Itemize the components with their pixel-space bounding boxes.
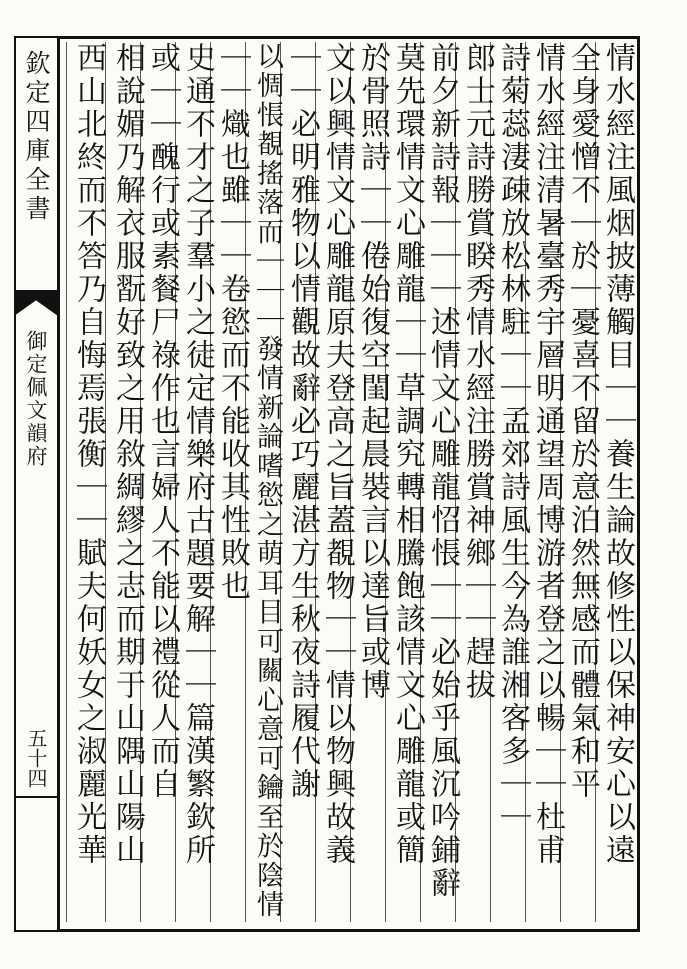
text-column: 莫先環情文心雕龍｜｜草調究轉相騰飽該情文心雕龍或簡 <box>385 42 429 922</box>
text-column: 以惆悵覩搖落而｜｜｜發情新論嗜慾之萌耳目可關心意可鑰至於陰情 <box>245 42 289 922</box>
page-number: 五十四 <box>24 728 48 788</box>
text-column: 文以興情文心雕龍原夫登高之旨蓋覩物｜｜情以物興故義 <box>315 42 359 922</box>
text-column: 詩菊蕊淒疎放松林駐｜｜孟郊詩風生今為誰湘客多｜｜ <box>490 42 534 922</box>
text-column: 史通不才之子羣小之徒定情樂府古題要解｜｜篇漢繁欽所 <box>175 42 219 922</box>
text-column: 相說媚乃解衣服翫好致之用敘綢繆之志而期于山隅山陽山 <box>105 42 149 922</box>
text-column: 全身愛憎不｜於｜憂喜不留於意泊然無感而體氣和平 <box>560 42 604 922</box>
text-column: 情水經注清暑臺秀宇層明通望周博游者登之以暢｜｜杜甫 <box>525 42 569 922</box>
text-column: 情水經注風烟披薄觸目｜｜養生論故修性以保神安心以遠 <box>595 42 639 922</box>
text-column: 西山北終而不答乃自悔焉張衡｜｜賦夫何妖女之淑麗光華 <box>66 42 110 922</box>
margin-divider <box>14 796 58 798</box>
text-column: 或｜｜醜行或素餐尸祿作也言婦人不能以禮從人而自 <box>140 42 184 922</box>
book-series-title: 欽定四庫全書 <box>22 50 51 224</box>
book-title: 御定佩文韻府 <box>24 330 48 468</box>
text-column: ｜｜必明雅物以情觀故辭必巧麗湛方生秋夜詩履代謝 <box>280 42 324 922</box>
text-column: 郎士元詩勝賞睽秀情水經注勝賞神鄉｜｜趕拔 <box>455 42 499 922</box>
text-column: 前夕新詩報｜｜｜述情文心雕龍怊悵｜｜必始乎風沉吟鋪辭 <box>420 42 464 922</box>
text-column: 於骨照詩｜｜倦始復空閨起晨裝言以達旨或博 <box>350 42 394 922</box>
text-column: ｜｜熾也雖｜｜卷慾而不能收其性敗也 <box>210 42 254 922</box>
